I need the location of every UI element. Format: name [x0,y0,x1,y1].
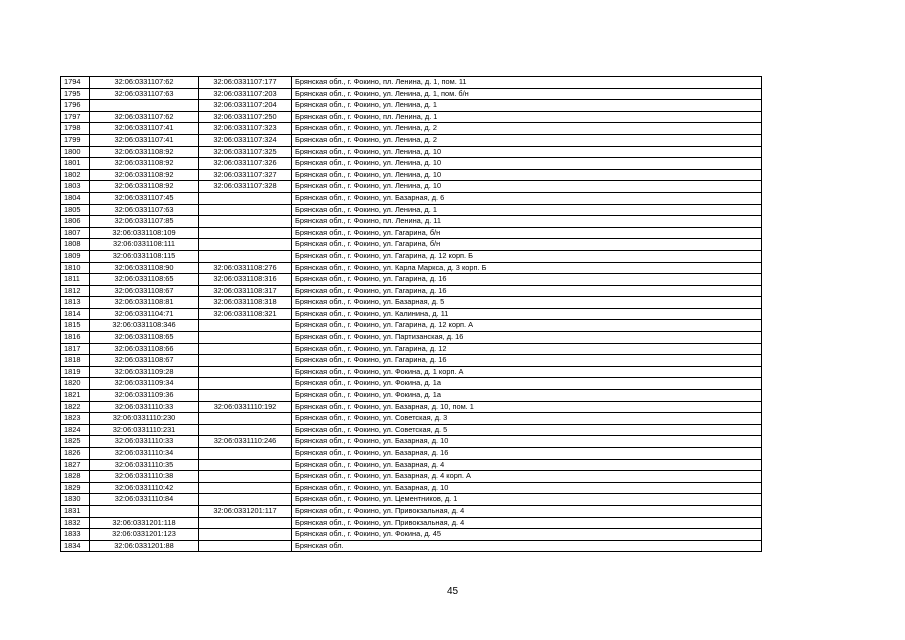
row-number-cell: 1821 [61,390,90,402]
table-row [61,378,762,390]
land-cadastral-number-cell: 32:06:0331107:63 [90,204,199,216]
table-row [61,297,762,309]
address-cell: Брянская обл., г. Фокино, ул. Базарная, д. 4 корп. А [292,471,762,483]
land-cadastral-number-cell: 32:06:0331108:109 [90,227,199,239]
building-cadastral-number-cell [199,204,292,216]
row-number-cell: 1819 [61,366,90,378]
row-number-cell: 1814 [61,308,90,320]
land-cadastral-number-cell: 32:06:0331107:62 [90,77,199,89]
row-number-cell: 1830 [61,494,90,506]
table-row [61,448,762,460]
address-cell: Брянская обл., г. Фокино, пл. Ленина, д. 1, пом. 11 [292,77,762,89]
building-cadastral-number-cell: 32:06:0331107:203 [199,88,292,100]
table-row [61,332,762,344]
row-number-cell: 1820 [61,378,90,390]
row-number-cell: 1798 [61,123,90,135]
address-cell: Брянская обл., г. Фокино, ул. Ленина, д. 2 [292,134,762,146]
row-number-cell: 1796 [61,100,90,112]
land-cadastral-number-cell: 32:06:0331110:84 [90,494,199,506]
address-cell: Брянская обл., г. Фокино, ул. Базарная, д. 4 [292,459,762,471]
address-cell: Брянская обл., г. Фокино, пл. Ленина, д. 11 [292,216,762,228]
table-row [61,517,762,529]
address-cell: Брянская обл., г. Фокино, ул. Базарная, д. 10 [292,482,762,494]
row-number-cell: 1797 [61,111,90,123]
row-number-cell: 1829 [61,482,90,494]
row-number-cell: 1803 [61,181,90,193]
table-row [61,482,762,494]
address-cell: Брянская обл., г. Фокино, ул. Советская, д. 5 [292,424,762,436]
table-row [61,192,762,204]
building-cadastral-number-cell: 32:06:0331107:323 [199,123,292,135]
land-cadastral-number-cell: 32:06:0331107:45 [90,192,199,204]
building-cadastral-number-cell [199,494,292,506]
building-cadastral-number-cell [199,192,292,204]
row-number-cell: 1807 [61,227,90,239]
land-cadastral-number-cell: 32:06:0331104:71 [90,308,199,320]
address-cell: Брянская обл., г. Фокино, ул. Базарная, д. 6 [292,192,762,204]
address-cell: Брянская обл., г. Фокино, ул. Гагарина, д. 16 [292,274,762,286]
building-cadastral-number-cell [199,424,292,436]
land-cadastral-number-cell: 32:06:0331107:41 [90,123,199,135]
land-cadastral-number-cell [90,100,199,112]
row-number-cell: 1822 [61,401,90,413]
land-cadastral-number-cell: 32:06:0331108:92 [90,146,199,158]
address-cell: Брянская обл., г. Фокино, ул. Калинина, д. 11 [292,308,762,320]
address-cell: Брянская обл., г. Фокино, ул. Фокина, д. 1а [292,378,762,390]
row-number-cell: 1799 [61,134,90,146]
address-cell: Брянская обл., г. Фокино, ул. Гагарина, д. 12 корп. Б [292,250,762,262]
address-cell: Брянская обл., г. Фокино, ул. Гагарина, б/н [292,239,762,251]
row-number-cell: 1817 [61,343,90,355]
land-cadastral-number-cell: 32:06:0331108:90 [90,262,199,274]
building-cadastral-number-cell [199,459,292,471]
address-cell: Брянская обл., г. Фокино, ул. Фокина, д. 45 [292,529,762,541]
building-cadastral-number-cell: 32:06:0331108:276 [199,262,292,274]
building-cadastral-number-cell [199,413,292,425]
building-cadastral-number-cell [199,517,292,529]
row-number-cell: 1811 [61,274,90,286]
row-number-cell: 1810 [61,262,90,274]
building-cadastral-number-cell [199,540,292,552]
land-cadastral-number-cell: 32:06:0331108:65 [90,274,199,286]
row-number-cell: 1801 [61,158,90,170]
table-row [61,390,762,402]
address-cell: Брянская обл., г. Фокино, ул. Привокзальная, д. 4 [292,505,762,517]
page-number: 45 [446,586,459,597]
address-cell: Брянская обл., г. Фокино, ул. Привокзальная, д. 4 [292,517,762,529]
address-cell: Брянская обл., г. Фокино, ул. Ленина, д. 1, пом. б/н [292,88,762,100]
land-cadastral-number-cell: 32:06:0331110:34 [90,448,199,460]
building-cadastral-number-cell [199,320,292,332]
building-cadastral-number-cell: 32:06:0331107:328 [199,181,292,193]
row-number-cell: 1825 [61,436,90,448]
row-number-cell: 1833 [61,529,90,541]
row-number-cell: 1808 [61,239,90,251]
land-cadastral-number-cell: 32:06:0331108:67 [90,285,199,297]
table-row [61,262,762,274]
table-row [61,436,762,448]
row-number-cell: 1813 [61,297,90,309]
row-number-cell: 1827 [61,459,90,471]
land-cadastral-number-cell: 32:06:0331110:38 [90,471,199,483]
table-row [61,459,762,471]
building-cadastral-number-cell: 32:06:0331110:246 [199,436,292,448]
building-cadastral-number-cell: 32:06:0331110:192 [199,401,292,413]
row-number-cell: 1818 [61,355,90,367]
address-cell: Брянская обл., г. Фокино, ул. Партизанская, д. 16 [292,332,762,344]
row-number-cell: 1815 [61,320,90,332]
row-number-cell: 1824 [61,424,90,436]
table-row [61,343,762,355]
row-number-cell: 1804 [61,192,90,204]
table-row [61,285,762,297]
address-cell: Брянская обл., г. Фокино, ул. Гагарина, д. 16 [292,285,762,297]
address-cell: Брянская обл., г. Фокино, ул. Базарная, д. 5 [292,297,762,309]
table-row [61,146,762,158]
building-cadastral-number-cell [199,250,292,262]
land-cadastral-number-cell: 32:06:0331107:41 [90,134,199,146]
address-cell: Брянская обл., г. Фокино, ул. Карла Маркса, д. 3 корп. Б [292,262,762,274]
table-row [61,227,762,239]
land-cadastral-number-cell: 32:06:0331110:33 [90,436,199,448]
row-number-cell: 1809 [61,250,90,262]
table-row [61,494,762,506]
building-cadastral-number-cell: 32:06:0331107:250 [199,111,292,123]
address-cell: Брянская обл., г. Фокино, ул. Советская, д. 3 [292,413,762,425]
table-row [61,401,762,413]
land-cadastral-number-cell: 32:06:0331108:81 [90,297,199,309]
table-row [61,308,762,320]
building-cadastral-number-cell [199,448,292,460]
land-cadastral-number-cell: 32:06:0331109:34 [90,378,199,390]
table-row [61,250,762,262]
building-cadastral-number-cell [199,239,292,251]
land-cadastral-number-cell: 32:06:0331110:33 [90,401,199,413]
building-cadastral-number-cell [199,529,292,541]
land-cadastral-number-cell: 32:06:0331108:65 [90,332,199,344]
row-number-cell: 1823 [61,413,90,425]
land-cadastral-number-cell: 32:06:0331108:346 [90,320,199,332]
land-cadastral-number-cell [90,505,199,517]
address-cell: Брянская обл., г. Фокино, ул. Ленина, д. 10 [292,146,762,158]
address-cell: Брянская обл., г. Фокино, ул. Базарная, д. 16 [292,448,762,460]
address-cell: Брянская обл., г. Фокино, ул. Фокина, д. 1а [292,390,762,402]
row-number-cell: 1832 [61,517,90,529]
cadastral-table [60,76,762,552]
building-cadastral-number-cell [199,216,292,228]
address-cell: Брянская обл., г. Фокино, ул. Ленина, д. 10 [292,158,762,170]
row-number-cell: 1802 [61,169,90,181]
address-cell: Брянская обл., г. Фокино, ул. Базарная, д. 10 [292,436,762,448]
table-row [61,216,762,228]
table-row [61,413,762,425]
address-cell: Брянская обл., г. Фокино, ул. Гагарина, д. 12 корп. А [292,320,762,332]
building-cadastral-number-cell [199,343,292,355]
table-row [61,505,762,517]
building-cadastral-number-cell: 32:06:0331107:324 [199,134,292,146]
table-row [61,471,762,483]
row-number-cell: 1812 [61,285,90,297]
building-cadastral-number-cell: 32:06:0331107:177 [199,77,292,89]
address-cell: Брянская обл., г. Фокино, ул. Базарная, д. 10, пом. 1 [292,401,762,413]
row-number-cell: 1795 [61,88,90,100]
table-row [61,204,762,216]
building-cadastral-number-cell: 32:06:0331108:321 [199,308,292,320]
building-cadastral-number-cell: 32:06:0331107:326 [199,158,292,170]
address-cell: Брянская обл., г. Фокино, ул. Фокина, д. 1 корп. А [292,366,762,378]
row-number-cell: 1800 [61,146,90,158]
table-body [61,77,762,552]
row-number-cell: 1805 [61,204,90,216]
land-cadastral-number-cell: 32:06:0331108:92 [90,169,199,181]
building-cadastral-number-cell: 32:06:0331107:325 [199,146,292,158]
land-cadastral-number-cell: 32:06:0331201:88 [90,540,199,552]
row-number-cell: 1816 [61,332,90,344]
building-cadastral-number-cell [199,227,292,239]
building-cadastral-number-cell [199,482,292,494]
building-cadastral-number-cell: 32:06:0331108:318 [199,297,292,309]
address-cell: Брянская обл., г. Фокино, ул. Ленина, д. 2 [292,123,762,135]
land-cadastral-number-cell: 32:06:0331107:85 [90,216,199,228]
land-cadastral-number-cell: 32:06:0331109:36 [90,390,199,402]
table-row [61,158,762,170]
address-cell: Брянская обл., г. Фокино, ул. Гагарина, б/н [292,227,762,239]
address-cell: Брянская обл., г. Фокино, ул. Ленина, д. 1 [292,100,762,112]
building-cadastral-number-cell [199,332,292,344]
land-cadastral-number-cell: 32:06:0331107:63 [90,88,199,100]
row-number-cell: 1831 [61,505,90,517]
land-cadastral-number-cell: 32:06:0331108:115 [90,250,199,262]
land-cadastral-number-cell: 32:06:0331110:230 [90,413,199,425]
row-number-cell: 1826 [61,448,90,460]
address-cell: Брянская обл., г. Фокино, ул. Ленина, д. 10 [292,181,762,193]
address-cell: Брянская обл., г. Фокино, ул. Цементников, д. 1 [292,494,762,506]
table-row [61,100,762,112]
land-cadastral-number-cell: 32:06:0331108:67 [90,355,199,367]
table-row [61,123,762,135]
table-row [61,111,762,123]
address-cell: Брянская обл., г. Фокино, пл. Ленина, д. 1 [292,111,762,123]
land-cadastral-number-cell: 32:06:0331108:66 [90,343,199,355]
table-row [61,320,762,332]
table-row [61,540,762,552]
row-number-cell: 1828 [61,471,90,483]
table-row [61,134,762,146]
land-cadastral-number-cell: 32:06:0331201:118 [90,517,199,529]
building-cadastral-number-cell [199,471,292,483]
table-row [61,424,762,436]
table-row [61,529,762,541]
building-cadastral-number-cell: 32:06:0331107:327 [199,169,292,181]
building-cadastral-number-cell [199,378,292,390]
land-cadastral-number-cell: 32:06:0331108:92 [90,181,199,193]
row-number-cell: 1794 [61,77,90,89]
address-cell: Брянская обл., г. Фокино, ул. Гагарина, д. 12 [292,343,762,355]
land-cadastral-number-cell: 32:06:0331110:42 [90,482,199,494]
table-row [61,355,762,367]
land-cadastral-number-cell: 32:06:0331110:35 [90,459,199,471]
address-cell: Брянская обл., г. Фокино, ул. Гагарина, д. 16 [292,355,762,367]
address-cell: Брянская обл. [292,540,762,552]
building-cadastral-number-cell: 32:06:0331107:204 [199,100,292,112]
land-cadastral-number-cell: 32:06:0331107:62 [90,111,199,123]
land-cadastral-number-cell: 32:06:0331110:231 [90,424,199,436]
building-cadastral-number-cell: 32:06:0331108:317 [199,285,292,297]
table-row [61,274,762,286]
table-row [61,366,762,378]
row-number-cell: 1834 [61,540,90,552]
building-cadastral-number-cell [199,390,292,402]
building-cadastral-number-cell: 32:06:0331201:117 [199,505,292,517]
building-cadastral-number-cell [199,355,292,367]
building-cadastral-number-cell [199,366,292,378]
address-cell: Брянская обл., г. Фокино, ул. Ленина, д. 10 [292,169,762,181]
land-cadastral-number-cell: 32:06:0331108:92 [90,158,199,170]
table-row [61,88,762,100]
table-row [61,169,762,181]
land-cadastral-number-cell: 32:06:0331109:28 [90,366,199,378]
table-row [61,181,762,193]
building-cadastral-number-cell: 32:06:0331108:316 [199,274,292,286]
row-number-cell: 1806 [61,216,90,228]
land-cadastral-number-cell: 32:06:0331201:123 [90,529,199,541]
land-cadastral-number-cell: 32:06:0331108:111 [90,239,199,251]
table-row [61,77,762,89]
address-cell: Брянская обл., г. Фокино, ул. Ленина, д. 1 [292,204,762,216]
table-row [61,239,762,251]
